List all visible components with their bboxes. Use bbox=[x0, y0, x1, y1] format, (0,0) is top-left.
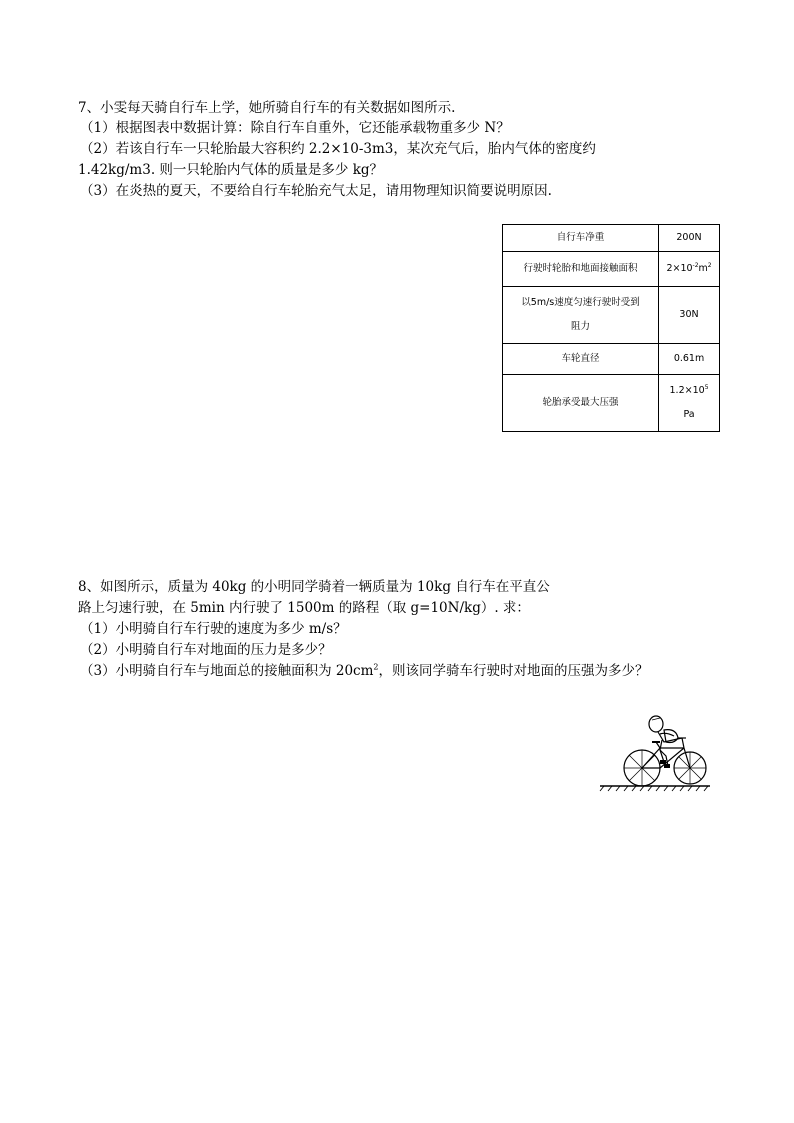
value-line bbox=[663, 379, 715, 403]
q8-part3-exponent: 2 bbox=[373, 662, 379, 672]
table-cell-label: 轮胎承受最大压强 bbox=[503, 375, 659, 432]
value-exponent: 5 bbox=[704, 383, 709, 391]
value-base: 1.2×10 bbox=[669, 385, 705, 396]
value-unit: Pa bbox=[683, 409, 695, 420]
table-cell-value bbox=[659, 375, 720, 432]
table-cell-value: 30N bbox=[659, 287, 720, 344]
table-cell-label bbox=[503, 287, 659, 344]
label-line: 阻力 bbox=[571, 321, 591, 332]
q8-part3-text-end: ，则该同学骑车行驶时对地面的压强为多少？ bbox=[378, 663, 649, 679]
value-unit: m bbox=[698, 263, 708, 274]
cyclist-illustration bbox=[598, 712, 712, 792]
value-base: 2×10 bbox=[666, 263, 693, 274]
q8-part1: （1）小明骑自行车行驶的速度为多少 m/s？ bbox=[80, 621, 347, 637]
table-row bbox=[503, 252, 720, 287]
table-cell-label: 行驶时轮胎和地面接触面积 bbox=[503, 252, 659, 287]
table-row bbox=[503, 375, 720, 432]
table-cell-value: 200N bbox=[659, 225, 720, 252]
table-cell-label: 自行车净重 bbox=[503, 225, 659, 252]
table-row bbox=[503, 225, 720, 252]
bicycle-data-table bbox=[502, 224, 720, 432]
table-row bbox=[503, 287, 720, 344]
q7-part2-line2: 1.42kg/m3. 则一只轮胎内气体的质量是多少 kg？ bbox=[78, 162, 384, 178]
q8-title-line1: 8、如图所示，质量为 40kg 的小明同学骑着一辆质量为 10kg 自行车在平直公 bbox=[78, 579, 550, 595]
value-unit-exponent: 2 bbox=[707, 261, 712, 269]
table-row bbox=[503, 344, 720, 375]
q7-title: 7、小雯每天骑自行车上学，她所骑自行车的有关数据如图所示. bbox=[78, 100, 456, 116]
q8-part3-text: （3）小明骑自行车与地面总的接触面积为 20cm bbox=[80, 663, 374, 679]
q8-part3 bbox=[80, 661, 649, 681]
pedal-icon bbox=[660, 760, 666, 764]
table-cell-value: 0.61m bbox=[659, 344, 720, 375]
q7-part2-line1: （2）若该自行车一只轮胎最大容积约 2.2×10-3m3，某次充气后，胎内气体的密度约 bbox=[80, 141, 596, 157]
label-line: 以5m/s速度匀速行驶时受到 bbox=[521, 297, 640, 308]
q7-part3: （3）在炎热的夏天，不要给自行车轮胎充气太足，请用物理知识简要说明原因. bbox=[80, 183, 552, 199]
table-cell-value bbox=[659, 252, 720, 287]
q8-part2: （2）小明骑自行车对地面的压力是多少？ bbox=[80, 642, 332, 658]
q7-part1: （1）根据图表中数据计算：除自行车自重外，它还能承载物重多少 N？ bbox=[80, 120, 510, 136]
value-exponent: -2 bbox=[692, 261, 699, 269]
q8-title-line2: 路上匀速行驶，在 5min 内行驶了 1500m 的路程（取 g=10N/kg）. 求： bbox=[78, 600, 530, 616]
table-cell-label: 车轮直径 bbox=[503, 344, 659, 375]
